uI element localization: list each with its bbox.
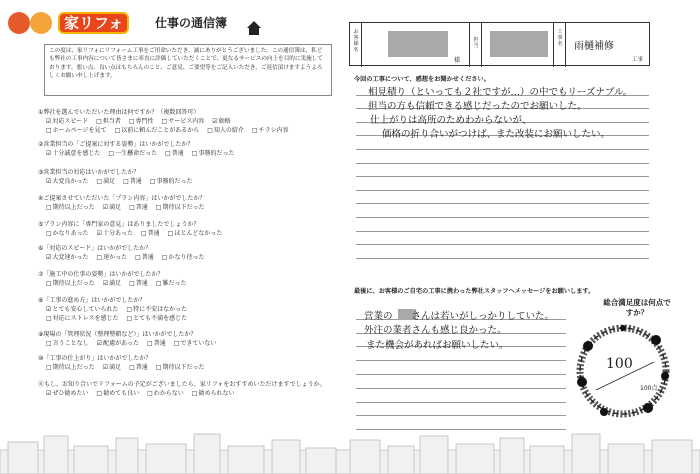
option-row (38, 149, 338, 158)
option-checkbox[interactable]: □ 普通 (129, 203, 148, 212)
option-checkbox[interactable]: □ できていない (174, 339, 217, 348)
satisfaction-unit: 100点 (640, 385, 658, 392)
option-checkbox[interactable]: □ 以前に頼んだことがあるから (115, 126, 200, 135)
option-checkbox[interactable]: □ ほとんどなかった (168, 229, 223, 238)
option-checkbox[interactable]: □ チラシ内容 (252, 126, 289, 135)
redacted-manager-name (490, 31, 548, 57)
option-checkbox[interactable]: ☑ 十分誠意を感じた (46, 149, 100, 158)
message-line-3: また機会があればお願いしたい。 (366, 340, 509, 351)
question-10 (38, 354, 338, 372)
option-checkbox[interactable]: □ 普通 (135, 253, 154, 262)
brand-name: 家リフォ (58, 12, 129, 34)
option-checkbox[interactable]: ☑ 満足 (103, 279, 121, 288)
customer-label: お客様名 (353, 29, 359, 53)
message-prompt: 最後に、お客様のご自宅の工事に携わった弊社スタッフへメッセージをお願いします。 (354, 288, 595, 295)
question-11 (38, 380, 338, 398)
option-checkbox[interactable]: □ 雑だった (156, 279, 187, 288)
option-checkbox[interactable]: ☑ 大変速かった (46, 253, 88, 262)
question-title: ②営業担当の「ご提案に対する姿勢」はいかがでしたか？ (38, 141, 194, 148)
option-row (38, 314, 338, 323)
house-icon (246, 20, 262, 36)
option-checkbox[interactable]: □ ホームページを見て (46, 126, 107, 135)
option-checkbox[interactable]: ☑ 価格 (212, 117, 230, 126)
brand-logo (8, 10, 148, 36)
option-checkbox[interactable]: □ わからない (147, 389, 184, 398)
option-checkbox[interactable]: □ 期待以上だった (46, 279, 95, 288)
question-title: ⑩「工事の仕上がり」はいかがでしたか？ (38, 355, 152, 362)
option-checkbox[interactable]: □ 普通 (129, 279, 148, 288)
option-row (38, 177, 338, 186)
redacted-customer-name (388, 31, 448, 57)
question-title: ①弊社を選んでいただいた理由は何ですか？（複数回答可） (38, 109, 200, 116)
question-title: ⑪もし、お知り合いでリフォームの予定がございましたら、家リフォをおすすめいただけますでしょうか。 (38, 381, 326, 388)
question-7 (38, 270, 338, 288)
option-row (38, 229, 338, 238)
option-checkbox[interactable]: ☑ 大変良かった (46, 177, 88, 186)
option-checkbox[interactable]: □ 特に不安はなかった (126, 305, 187, 314)
message-line-1: 営業の さんは若いがしっかりしていた。 (364, 311, 555, 322)
option-row (38, 253, 338, 262)
impressions-prompt: 今回の工事について、感想をお聞かせください。 (354, 76, 490, 83)
option-checkbox[interactable]: □ 期待以上だった (46, 203, 95, 212)
option-checkbox[interactable]: □ 事務的だった (192, 149, 235, 158)
question-3 (38, 168, 338, 186)
question-8 (38, 296, 338, 323)
option-checkbox[interactable]: ☑ とても安心していられた (46, 305, 118, 314)
message-line-2: 外注の業者さんも感じ良かった。 (364, 325, 507, 336)
question-title: ⑥「対応のスピード」はいかがでしたか？ (38, 245, 152, 252)
option-checkbox[interactable]: □ 言うことなし (46, 339, 89, 348)
option-checkbox[interactable]: □ とても不満を感じた (127, 314, 188, 323)
impression-line-2: 担当の方も信頼できる感じだったのでお願いした。 (368, 101, 587, 112)
customer-info-table (349, 22, 650, 66)
option-row (38, 279, 338, 288)
impression-line-4: 価格の折り合いがつけば、また改装にお願いしたい。 (382, 129, 611, 140)
option-checkbox[interactable]: □ 専門性 (129, 117, 154, 126)
question-9 (38, 330, 338, 348)
option-checkbox[interactable]: □ 期待以上だった (46, 363, 95, 372)
town-illustration (0, 432, 700, 474)
project-suffix: 工事 (632, 57, 644, 63)
option-row (38, 389, 338, 398)
impression-line-1: 相見積り（といっても２社ですが…）の中でもリーズナブル。 (368, 87, 633, 98)
option-checkbox[interactable]: □ 普通 (141, 229, 160, 238)
project-value: 雨樋補修 (574, 41, 614, 52)
option-checkbox[interactable]: ☑ 満足 (103, 363, 121, 372)
question-1 (38, 108, 338, 135)
option-checkbox[interactable]: ☑ 満足 (103, 203, 121, 212)
option-checkbox[interactable]: □ 勧められない (192, 389, 235, 398)
mascot-icon (8, 12, 30, 34)
question-title: ④ご提案させていただいた「プラン内容」はいかがでしたか？ (38, 195, 206, 202)
intro-box: この度は、家リフォにリフォーム工事をご用命いただき、誠にありがとうございました。この通信簿は、私ども弊社の工事内容について皆さまに率直に評価していただくことで、更なるサービスの向上を目的に実施しております。悪い点、良い点はもちろんのこと、ご意見、ご要望等をご記入いただき、ご返信頂けますようよろしくお願い申し上げます。 (44, 44, 332, 96)
question-4 (38, 194, 338, 212)
option-row (38, 203, 338, 212)
satisfaction-score: 100 (606, 356, 633, 372)
satisfaction-label: 総合満足度は何点ですか？ (603, 298, 671, 317)
option-checkbox[interactable]: □ 速かった (96, 253, 127, 262)
option-checkbox[interactable]: □ 一生懸命だった (108, 149, 157, 158)
option-row (38, 363, 338, 372)
option-checkbox[interactable]: □ 担当者 (96, 117, 121, 126)
option-row (38, 117, 338, 126)
option-row (38, 305, 338, 314)
question-title: ⑨現場の「管理状況（整理整頓など）」はいかがでしたか？ (38, 331, 197, 338)
option-checkbox[interactable]: ☑ ぜひ勧めたい (46, 389, 88, 398)
impression-line-3: 仕上がりは高所のためわからないが、 (370, 115, 532, 126)
option-checkbox[interactable]: □ 期待以下だった (156, 203, 205, 212)
question-title: ⑤プラン内容に「専門家の意見」はありましたでしょうか？ (38, 221, 200, 228)
option-checkbox[interactable]: □ 普通 (129, 363, 148, 372)
mascot-icon-2 (30, 12, 52, 34)
option-checkbox[interactable]: ☑ 配慮があった (97, 339, 139, 348)
option-checkbox[interactable]: □ 期待以下だった (156, 363, 205, 372)
question-6 (38, 244, 338, 262)
option-checkbox[interactable]: □ かなり待った (162, 253, 205, 262)
option-checkbox[interactable]: □ かなりあった (46, 229, 89, 238)
option-checkbox[interactable]: ☑ 十分あった (97, 229, 133, 238)
question-title: ⑦「施工中の仕事の姿勢」はいかがでしたか？ (38, 271, 164, 278)
page-title: 仕事の通信簿 (155, 16, 228, 30)
option-checkbox[interactable]: □ 普通 (123, 177, 142, 186)
option-checkbox[interactable]: □ 普通 (147, 339, 166, 348)
option-checkbox[interactable]: □ 知人の紹介 (207, 126, 244, 135)
manager-label: 担当 (473, 37, 479, 49)
option-checkbox[interactable]: □ サービス内容 (162, 117, 205, 126)
option-checkbox[interactable]: □ 事務的だった (150, 177, 193, 186)
option-checkbox[interactable]: □ 普通 (165, 149, 184, 158)
question-title: ③営業担当の対応はいかがでしたか？ (38, 169, 140, 176)
option-checkbox[interactable]: □ 勧めても良い (96, 389, 139, 398)
customer-suffix: 様 (454, 57, 461, 64)
option-checkbox[interactable]: □ 対応にストレスを感じた (46, 314, 119, 323)
option-row (38, 126, 338, 135)
option-checkbox[interactable]: ☑ 対応スピード (46, 117, 88, 126)
project-label: 工事名 (557, 29, 563, 47)
question-5 (38, 220, 338, 238)
question-2 (38, 140, 338, 158)
option-checkbox[interactable]: □ 満足 (96, 177, 115, 186)
option-row (38, 339, 338, 348)
question-title: ⑧「工事の進め方」はいかがでしたか？ (38, 297, 146, 304)
